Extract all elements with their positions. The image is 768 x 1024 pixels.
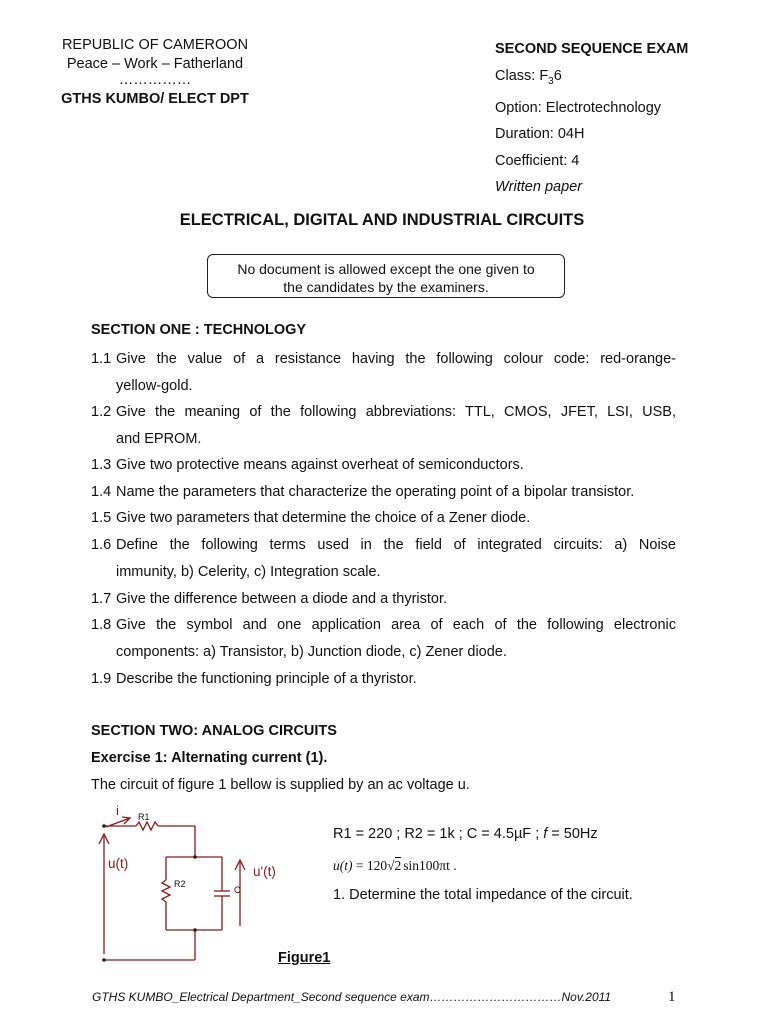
exercise-intro: The circuit of figure 1 bellow is supplied by an ac voltage u. xyxy=(91,777,470,793)
question-1-6: 1.6 Define the following terms used in the field of integrated circuits: a) Noise immunity, b) Celerity, c) Integration scale. xyxy=(91,537,676,580)
page-footer: GTHS KUMBO_Electrical Department_Second sequence exam……………………………Nov.2011 xyxy=(92,990,612,1004)
duration-info: Duration: 04H xyxy=(495,126,585,143)
terminal-top xyxy=(102,824,106,828)
notice-line-1: No document is allowed except the one given to xyxy=(237,261,535,277)
question-1-4: 1.4 Name the parameters that characterize the operating point of a bipolar transistor. xyxy=(91,484,635,500)
resistor-r2 xyxy=(162,880,170,902)
section-two-heading: SECTION TWO: ANALOG CIRCUITS xyxy=(91,723,337,739)
header-dots: …………… xyxy=(118,72,192,88)
voltage-formula: u(t) = 120√2 sin100πt . xyxy=(333,858,457,873)
circuit-diagram xyxy=(90,798,290,964)
question-1-1: 1.1 Give the value of a resistance having the following colour code: red-orange- yellow-gold. xyxy=(91,351,676,394)
exam-title: SECOND SEQUENCE EXAM xyxy=(495,41,689,57)
school-name: GTHS KUMBO/ ELECT DPT xyxy=(61,91,249,107)
figure-label: Figure1 xyxy=(278,950,331,966)
question-1-3: 1.3 Give two protective means against overheat of semiconductors. xyxy=(91,457,524,473)
page-number: 1 xyxy=(668,989,676,1005)
class-info: Class: $F_36$ xyxy=(495,67,562,87)
exercise-question-1: 1. Determine the total impedance of the circuit. xyxy=(333,887,633,903)
exercise-1-heading: Exercise 1: Alternating current (1). xyxy=(91,750,328,766)
label-u: u(t) xyxy=(108,856,129,871)
label-u-prime: u'(t) xyxy=(253,864,276,879)
label-r1: R1 xyxy=(138,812,150,822)
question-1-7: 1.7 Give the difference between a diode and a thyristor. xyxy=(91,591,448,607)
node-bottom xyxy=(193,928,197,932)
national-motto: Peace – Work – Fatherland xyxy=(66,56,244,72)
paper-type: Written paper xyxy=(495,179,583,196)
coefficient-info: Coefficient: 4 xyxy=(495,152,580,169)
node-top xyxy=(193,855,197,859)
header-left xyxy=(40,36,270,109)
country-name: REPUBLIC OF CAMEROON xyxy=(61,37,249,53)
header-right xyxy=(495,36,688,201)
label-c: C xyxy=(234,885,241,895)
terminal-bottom xyxy=(102,958,106,962)
question-1-8: 1.8 Give the symbol and one application area of each of the following electronic components: a) Transistor, b) Junction diode, c) Zener diode. xyxy=(91,617,676,660)
circuit-parameters: R1 = 220 ; R2 = 1k ; C = 4.5µF ; f = 50Hz xyxy=(333,826,598,842)
label-i: i xyxy=(116,803,119,818)
page-title: ELECTRICAL, DIGITAL AND INDUSTRIAL CIRCUITS xyxy=(179,211,585,229)
option-info: Option: Electrotechnology xyxy=(495,99,662,116)
question-1-2: 1.2 Give the meaning of the following abbreviations: TTL, CMOS, JFET, LSI, USB, and EPROM. xyxy=(91,404,676,447)
notice-line-2: the candidates by the examiners. xyxy=(283,279,489,295)
question-1-9: 1.9 Describe the functioning principle of a thyristor. xyxy=(91,671,417,687)
label-r2: R2 xyxy=(174,879,186,889)
section-one-heading: SECTION ONE : TECHNOLOGY xyxy=(91,322,307,338)
notice-box xyxy=(207,254,565,298)
resistor-r1 xyxy=(136,822,158,830)
question-1-5: 1.5 Give two parameters that determine the choice of a Zener diode. xyxy=(91,510,531,526)
